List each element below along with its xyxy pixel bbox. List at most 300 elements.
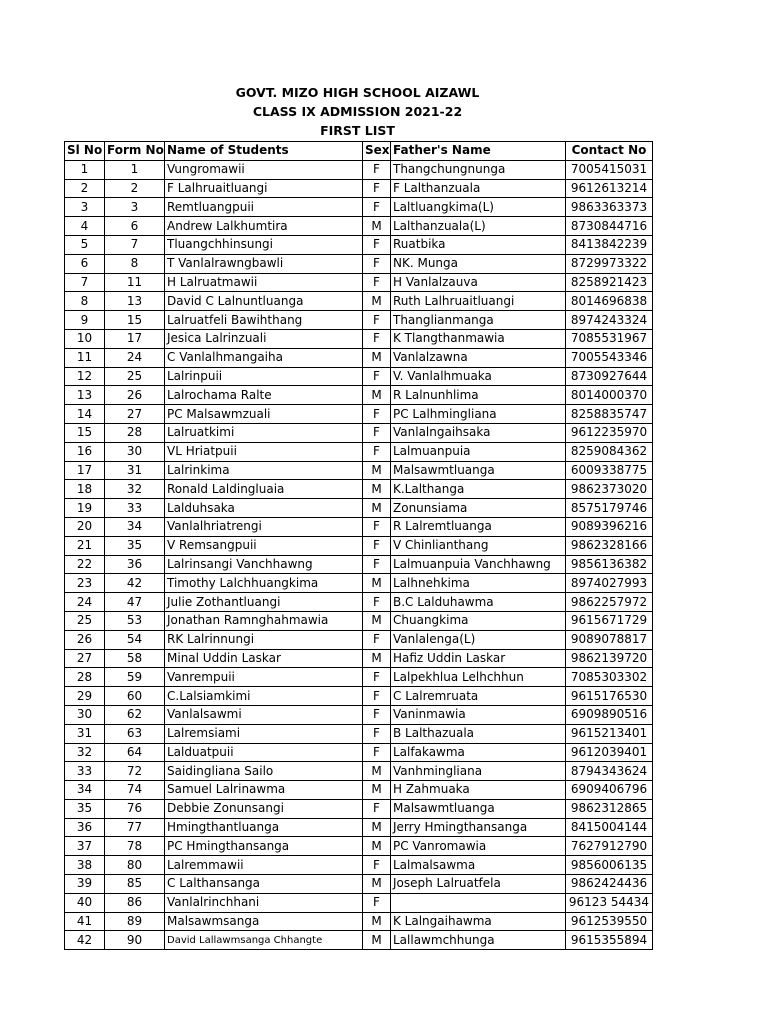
contact-no-cell: 7085531967 bbox=[566, 329, 653, 348]
sex-cell: F bbox=[363, 367, 391, 386]
sl-no-cell: 22 bbox=[65, 555, 105, 574]
father-name-cell: Lalmalsawma bbox=[391, 856, 566, 875]
sl-no-cell: 17 bbox=[65, 461, 105, 480]
student-name-cell: Hmingthantluanga bbox=[165, 818, 363, 837]
sex-cell: M bbox=[363, 292, 391, 311]
contact-no-cell: 8014696838 bbox=[566, 292, 653, 311]
contact-no-cell: 8258835747 bbox=[566, 405, 653, 424]
form-no-cell: 25 bbox=[105, 367, 165, 386]
form-no-cell: 31 bbox=[105, 461, 165, 480]
table-row bbox=[65, 593, 653, 612]
father-name-cell: B Lalthazuala bbox=[391, 724, 566, 743]
table-row bbox=[65, 630, 653, 649]
student-name-cell: Lalruatfeli Bawihthang bbox=[165, 311, 363, 330]
admission-table bbox=[64, 141, 653, 950]
contact-no-cell: 8730927644 bbox=[566, 367, 653, 386]
sl-no-cell: 24 bbox=[65, 593, 105, 612]
father-name-cell: Chuangkima bbox=[391, 611, 566, 630]
table-row bbox=[65, 555, 653, 574]
table-row bbox=[65, 461, 653, 480]
col-sex: Sex bbox=[363, 142, 391, 161]
table-row bbox=[65, 348, 653, 367]
sex-cell: F bbox=[363, 442, 391, 461]
student-name-cell: Lalduatpuii bbox=[165, 743, 363, 762]
form-no-cell: 85 bbox=[105, 875, 165, 894]
table-row bbox=[65, 217, 653, 236]
table-row bbox=[65, 724, 653, 743]
sex-cell: F bbox=[363, 160, 391, 179]
form-no-cell: 2 bbox=[105, 179, 165, 198]
father-name-cell: R Lalremtluanga bbox=[391, 517, 566, 536]
contact-no-cell: 8258921423 bbox=[566, 273, 653, 292]
sex-cell: F bbox=[363, 254, 391, 273]
student-name-cell: Samuel Lalrinawma bbox=[165, 781, 363, 800]
contact-no-cell: 9089078817 bbox=[566, 630, 653, 649]
contact-no-cell: 9612039401 bbox=[566, 743, 653, 762]
sex-cell: F bbox=[363, 799, 391, 818]
sl-no-cell: 34 bbox=[65, 781, 105, 800]
form-no-cell: 59 bbox=[105, 668, 165, 687]
father-name-cell: Joseph Lalruatfela bbox=[391, 875, 566, 894]
sex-cell: M bbox=[363, 217, 391, 236]
form-no-cell: 28 bbox=[105, 423, 165, 442]
sl-no-cell: 41 bbox=[65, 912, 105, 931]
sex-cell: M bbox=[363, 762, 391, 781]
father-name-cell: K Lalngaihawma bbox=[391, 912, 566, 931]
father-name-cell: Ruth Lalhruaitluangi bbox=[391, 292, 566, 311]
form-no-cell: 33 bbox=[105, 499, 165, 518]
form-no-cell: 89 bbox=[105, 912, 165, 931]
sl-no-cell: 42 bbox=[65, 931, 105, 950]
col-contact-no: Contact No bbox=[566, 142, 653, 161]
table-row bbox=[65, 235, 653, 254]
table-row bbox=[65, 423, 653, 442]
col-sl-no: Sl No bbox=[65, 142, 105, 161]
table-row bbox=[65, 329, 653, 348]
sex-cell: M bbox=[363, 574, 391, 593]
father-name-cell: Lalthanzuala(L) bbox=[391, 217, 566, 236]
father-name-cell: NK. Munga bbox=[391, 254, 566, 273]
table-row bbox=[65, 687, 653, 706]
form-no-cell: 42 bbox=[105, 574, 165, 593]
sl-no-cell: 5 bbox=[65, 235, 105, 254]
col-student-name: Name of Students bbox=[165, 142, 363, 161]
admission-title: CLASS IX ADMISSION 2021-22 bbox=[252, 103, 463, 119]
sl-no-cell: 4 bbox=[65, 217, 105, 236]
contact-no-cell: 8974027993 bbox=[566, 574, 653, 593]
form-no-cell: 77 bbox=[105, 818, 165, 837]
father-name-cell: Lalfakawma bbox=[391, 743, 566, 762]
table-row bbox=[65, 198, 653, 217]
father-name-cell: PC Lalhmingliana bbox=[391, 405, 566, 424]
sex-cell: F bbox=[363, 555, 391, 574]
father-name-cell: Vanlalenga(L) bbox=[391, 630, 566, 649]
table-row bbox=[65, 311, 653, 330]
sex-cell: F bbox=[363, 273, 391, 292]
table-row bbox=[65, 856, 653, 875]
form-no-cell: 76 bbox=[105, 799, 165, 818]
table-row bbox=[65, 837, 653, 856]
table-row bbox=[65, 762, 653, 781]
sl-no-cell: 38 bbox=[65, 856, 105, 875]
father-name-cell: PC Vanromawia bbox=[391, 837, 566, 856]
table-row bbox=[65, 649, 653, 668]
form-no-cell: 32 bbox=[105, 480, 165, 499]
student-name-cell: Lalduhsaka bbox=[165, 499, 363, 518]
sl-no-cell: 20 bbox=[65, 517, 105, 536]
father-name-cell: K.Lalthanga bbox=[391, 480, 566, 499]
form-no-cell: 11 bbox=[105, 273, 165, 292]
table-row bbox=[65, 517, 653, 536]
father-name-cell: Lalmuanpuia Vanchhawng bbox=[391, 555, 566, 574]
sl-no-cell: 14 bbox=[65, 405, 105, 424]
sl-no-cell: 26 bbox=[65, 630, 105, 649]
contact-no-cell: 8730844716 bbox=[566, 217, 653, 236]
student-name-cell: Jonathan Ramnghahmawia bbox=[165, 611, 363, 630]
school-name: GOVT. MIZO HIGH SCHOOL AIZAWL bbox=[235, 85, 480, 100]
contact-no-cell: 7627912790 bbox=[566, 837, 653, 856]
contact-no-cell: 9615355894 bbox=[566, 931, 653, 950]
sl-no-cell: 29 bbox=[65, 687, 105, 706]
table-row bbox=[65, 292, 653, 311]
student-name-cell: Saidingliana Sailo bbox=[165, 762, 363, 781]
form-no-cell: 74 bbox=[105, 781, 165, 800]
student-name-cell: PC Malsawmzuali bbox=[165, 405, 363, 424]
sl-no-cell: 31 bbox=[65, 724, 105, 743]
form-no-cell: 53 bbox=[105, 611, 165, 630]
form-no-cell: 35 bbox=[105, 536, 165, 555]
contact-no-cell: 8415004144 bbox=[566, 818, 653, 837]
sl-no-cell: 37 bbox=[65, 837, 105, 856]
table-row bbox=[65, 743, 653, 762]
sl-no-cell: 25 bbox=[65, 611, 105, 630]
col-form-no: Form No bbox=[105, 142, 165, 161]
table-row bbox=[65, 818, 653, 837]
sl-no-cell: 7 bbox=[65, 273, 105, 292]
contact-no-cell: 9612613214 bbox=[566, 179, 653, 198]
table-row bbox=[65, 160, 653, 179]
sex-cell: M bbox=[363, 649, 391, 668]
form-no-cell: 6 bbox=[105, 217, 165, 236]
sex-cell: F bbox=[363, 593, 391, 612]
contact-no-cell: 8413842239 bbox=[566, 235, 653, 254]
father-name-cell: H Vanlalzauva bbox=[391, 273, 566, 292]
form-no-cell: 15 bbox=[105, 311, 165, 330]
table-row bbox=[65, 179, 653, 198]
sex-cell: F bbox=[363, 235, 391, 254]
contact-no-cell: 9615176530 bbox=[566, 687, 653, 706]
father-name-cell: Vaninmawia bbox=[391, 705, 566, 724]
student-name-cell: David Lallawmsanga Chhangte bbox=[165, 931, 363, 950]
form-no-cell: 54 bbox=[105, 630, 165, 649]
form-no-cell: 8 bbox=[105, 254, 165, 273]
form-no-cell: 36 bbox=[105, 555, 165, 574]
contact-no-cell: 9862139720 bbox=[566, 649, 653, 668]
table-row bbox=[65, 254, 653, 273]
table-row bbox=[65, 799, 653, 818]
table-row bbox=[65, 931, 653, 950]
document-header bbox=[0, 84, 715, 140]
student-name-cell: Julie Zothantluangi bbox=[165, 593, 363, 612]
form-no-cell: 24 bbox=[105, 348, 165, 367]
sex-cell: M bbox=[363, 499, 391, 518]
student-name-cell: Lalrinsangi Vanchhawng bbox=[165, 555, 363, 574]
form-no-cell: 58 bbox=[105, 649, 165, 668]
sl-no-cell: 2 bbox=[65, 179, 105, 198]
sex-cell: M bbox=[363, 611, 391, 630]
form-no-cell: 47 bbox=[105, 593, 165, 612]
sex-cell: F bbox=[363, 311, 391, 330]
table-row bbox=[65, 912, 653, 931]
sl-no-cell: 16 bbox=[65, 442, 105, 461]
sex-cell: F bbox=[363, 724, 391, 743]
table-row bbox=[65, 781, 653, 800]
sex-cell: M bbox=[363, 348, 391, 367]
father-name-cell: Ruatbika bbox=[391, 235, 566, 254]
contact-no-cell: 8014000370 bbox=[566, 386, 653, 405]
student-name-cell: C Lalthansanga bbox=[165, 875, 363, 894]
table-row bbox=[65, 705, 653, 724]
student-name-cell: Malsawmsanga bbox=[165, 912, 363, 931]
student-name-cell: Jesica Lalrinzuali bbox=[165, 329, 363, 348]
student-name-cell: C.Lalsiamkimi bbox=[165, 687, 363, 706]
father-name-cell: V Chinlianthang bbox=[391, 536, 566, 555]
table-body bbox=[65, 160, 653, 949]
table-row bbox=[65, 893, 653, 912]
student-name-cell: Lalrochama Ralte bbox=[165, 386, 363, 405]
form-no-cell: 72 bbox=[105, 762, 165, 781]
student-name-cell: Vungromawii bbox=[165, 160, 363, 179]
contact-no-cell: 8575179746 bbox=[566, 499, 653, 518]
student-name-cell: Tluangchhinsungi bbox=[165, 235, 363, 254]
student-name-cell: C Vanlalhmangaiha bbox=[165, 348, 363, 367]
sl-no-cell: 15 bbox=[65, 423, 105, 442]
sex-cell: M bbox=[363, 386, 391, 405]
contact-no-cell: 9862373020 bbox=[566, 480, 653, 499]
sl-no-cell: 9 bbox=[65, 311, 105, 330]
contact-no-cell: 7005415031 bbox=[566, 160, 653, 179]
sex-cell: F bbox=[363, 423, 391, 442]
form-no-cell: 1 bbox=[105, 160, 165, 179]
form-no-cell: 3 bbox=[105, 198, 165, 217]
student-name-cell: Minal Uddin Laskar bbox=[165, 649, 363, 668]
contact-no-cell: 8794343624 bbox=[566, 762, 653, 781]
sl-no-cell: 23 bbox=[65, 574, 105, 593]
student-name-cell: Debbie Zonunsangi bbox=[165, 799, 363, 818]
father-name-cell: Vanhmingliana bbox=[391, 762, 566, 781]
student-name-cell: Lalremsiami bbox=[165, 724, 363, 743]
father-name-cell: Jerry Hmingthansanga bbox=[391, 818, 566, 837]
sex-cell: M bbox=[363, 461, 391, 480]
student-name-cell: Lalruatkimi bbox=[165, 423, 363, 442]
form-no-cell: 26 bbox=[105, 386, 165, 405]
form-no-cell: 80 bbox=[105, 856, 165, 875]
table-row bbox=[65, 386, 653, 405]
contact-no-cell: 96123 54434 bbox=[566, 893, 653, 912]
sex-cell: F bbox=[363, 687, 391, 706]
student-name-cell: T Vanlalrawngbawli bbox=[165, 254, 363, 273]
table-row bbox=[65, 442, 653, 461]
sl-no-cell: 18 bbox=[65, 480, 105, 499]
sex-cell: M bbox=[363, 912, 391, 931]
sl-no-cell: 1 bbox=[65, 160, 105, 179]
father-name-cell: Thangchungnunga bbox=[391, 160, 566, 179]
contact-no-cell: 9615671729 bbox=[566, 611, 653, 630]
form-no-cell: 86 bbox=[105, 893, 165, 912]
sl-no-cell: 19 bbox=[65, 499, 105, 518]
table-row bbox=[65, 367, 653, 386]
sl-no-cell: 6 bbox=[65, 254, 105, 273]
sex-cell: F bbox=[363, 329, 391, 348]
table-row bbox=[65, 499, 653, 518]
father-name-cell: B.C Lalduhawma bbox=[391, 593, 566, 612]
sl-no-cell: 3 bbox=[65, 198, 105, 217]
father-name-cell: V. Vanlalhmuaka bbox=[391, 367, 566, 386]
sex-cell: F bbox=[363, 179, 391, 198]
contact-no-cell: 9612539550 bbox=[566, 912, 653, 931]
student-name-cell: David C Lalnuntluanga bbox=[165, 292, 363, 311]
contact-no-cell: 9615213401 bbox=[566, 724, 653, 743]
sex-cell: F bbox=[363, 198, 391, 217]
contact-no-cell: 7005543346 bbox=[566, 348, 653, 367]
sl-no-cell: 11 bbox=[65, 348, 105, 367]
father-name-cell: Laltluangkima(L) bbox=[391, 198, 566, 217]
father-name-cell: Hafiz Uddin Laskar bbox=[391, 649, 566, 668]
student-name-cell: Ronald Laldingluaia bbox=[165, 480, 363, 499]
sl-no-cell: 10 bbox=[65, 329, 105, 348]
list-title: FIRST LIST bbox=[320, 122, 395, 138]
father-name-cell: Lalpekhlua Lelhchhun bbox=[391, 668, 566, 687]
sex-cell: F bbox=[363, 630, 391, 649]
contact-no-cell: 9862328166 bbox=[566, 536, 653, 555]
form-no-cell: 90 bbox=[105, 931, 165, 950]
sl-no-cell: 21 bbox=[65, 536, 105, 555]
contact-no-cell: 7085303302 bbox=[566, 668, 653, 687]
father-name-cell: C Lalremruata bbox=[391, 687, 566, 706]
table-row bbox=[65, 273, 653, 292]
student-name-cell: Lalrinpuii bbox=[165, 367, 363, 386]
form-no-cell: 78 bbox=[105, 837, 165, 856]
sl-no-cell: 8 bbox=[65, 292, 105, 311]
contact-no-cell: 9612235970 bbox=[566, 423, 653, 442]
contact-no-cell: 9862257972 bbox=[566, 593, 653, 612]
sl-no-cell: 40 bbox=[65, 893, 105, 912]
father-name-cell: R Lalnunhlima bbox=[391, 386, 566, 405]
student-name-cell: Lalremmawii bbox=[165, 856, 363, 875]
sl-no-cell: 32 bbox=[65, 743, 105, 762]
sl-no-cell: 30 bbox=[65, 705, 105, 724]
contact-no-cell: 6909890516 bbox=[566, 705, 653, 724]
father-name-cell: F Lalthanzuala bbox=[391, 179, 566, 198]
sl-no-cell: 39 bbox=[65, 875, 105, 894]
table-row bbox=[65, 536, 653, 555]
sl-no-cell: 13 bbox=[65, 386, 105, 405]
student-name-cell: Vanlalhriatrengi bbox=[165, 517, 363, 536]
sl-no-cell: 36 bbox=[65, 818, 105, 837]
student-name-cell: VL Hriatpuii bbox=[165, 442, 363, 461]
form-no-cell: 64 bbox=[105, 743, 165, 762]
table-row bbox=[65, 611, 653, 630]
table-row bbox=[65, 668, 653, 687]
sl-no-cell: 27 bbox=[65, 649, 105, 668]
student-name-cell: Remtluangpuii bbox=[165, 198, 363, 217]
father-name-cell: Malsawmtluanga bbox=[391, 799, 566, 818]
student-name-cell: Vanlalsawmi bbox=[165, 705, 363, 724]
sl-no-cell: 35 bbox=[65, 799, 105, 818]
contact-no-cell: 6909406796 bbox=[566, 781, 653, 800]
table-row bbox=[65, 574, 653, 593]
sex-cell: M bbox=[363, 837, 391, 856]
sex-cell: F bbox=[363, 668, 391, 687]
sex-cell: M bbox=[363, 875, 391, 894]
sex-cell: M bbox=[363, 931, 391, 950]
contact-no-cell: 8729973322 bbox=[566, 254, 653, 273]
student-name-cell: H Lalruatmawii bbox=[165, 273, 363, 292]
sl-no-cell: 33 bbox=[65, 762, 105, 781]
col-father-name: Father's Name bbox=[391, 142, 566, 161]
form-no-cell: 63 bbox=[105, 724, 165, 743]
contact-no-cell: 9862312865 bbox=[566, 799, 653, 818]
sex-cell: F bbox=[363, 893, 391, 912]
form-no-cell: 7 bbox=[105, 235, 165, 254]
sex-cell: F bbox=[363, 856, 391, 875]
form-no-cell: 13 bbox=[105, 292, 165, 311]
sl-no-cell: 28 bbox=[65, 668, 105, 687]
student-name-cell: RK Lalrinnungi bbox=[165, 630, 363, 649]
form-no-cell: 62 bbox=[105, 705, 165, 724]
table-header-row bbox=[65, 142, 653, 161]
father-name-cell: Lalhnehkima bbox=[391, 574, 566, 593]
table-row bbox=[65, 480, 653, 499]
sex-cell: F bbox=[363, 536, 391, 555]
sex-cell: F bbox=[363, 405, 391, 424]
sex-cell: M bbox=[363, 781, 391, 800]
student-name-cell: Vanrempuii bbox=[165, 668, 363, 687]
sl-no-cell: 12 bbox=[65, 367, 105, 386]
father-name-cell bbox=[391, 893, 566, 912]
father-name-cell: H Zahmuaka bbox=[391, 781, 566, 800]
father-name-cell: Thanglianmanga bbox=[391, 311, 566, 330]
contact-no-cell: 8974243324 bbox=[566, 311, 653, 330]
student-name-cell: V Remsangpuii bbox=[165, 536, 363, 555]
contact-no-cell: 9863363373 bbox=[566, 198, 653, 217]
father-name-cell: K Tlangthanmawia bbox=[391, 329, 566, 348]
table-row bbox=[65, 875, 653, 894]
student-name-cell: Lalrinkima bbox=[165, 461, 363, 480]
sex-cell: F bbox=[363, 743, 391, 762]
form-no-cell: 60 bbox=[105, 687, 165, 706]
father-name-cell: Malsawmtluanga bbox=[391, 461, 566, 480]
contact-no-cell: 9089396216 bbox=[566, 517, 653, 536]
sex-cell: F bbox=[363, 705, 391, 724]
sex-cell: F bbox=[363, 517, 391, 536]
student-name-cell: Timothy Lalchhuangkima bbox=[165, 574, 363, 593]
student-name-cell: Andrew Lalkhumtira bbox=[165, 217, 363, 236]
contact-no-cell: 9856136382 bbox=[566, 555, 653, 574]
contact-no-cell: 6009338775 bbox=[566, 461, 653, 480]
form-no-cell: 17 bbox=[105, 329, 165, 348]
sex-cell: M bbox=[363, 480, 391, 499]
contact-no-cell: 9856006135 bbox=[566, 856, 653, 875]
father-name-cell: Lalmuanpuia bbox=[391, 442, 566, 461]
form-no-cell: 27 bbox=[105, 405, 165, 424]
sex-cell: M bbox=[363, 818, 391, 837]
father-name-cell: Vanlalngaihsaka bbox=[391, 423, 566, 442]
student-name-cell: Vanlalrinchhani bbox=[165, 893, 363, 912]
contact-no-cell: 9862424436 bbox=[566, 875, 653, 894]
contact-no-cell: 8259084362 bbox=[566, 442, 653, 461]
form-no-cell: 30 bbox=[105, 442, 165, 461]
